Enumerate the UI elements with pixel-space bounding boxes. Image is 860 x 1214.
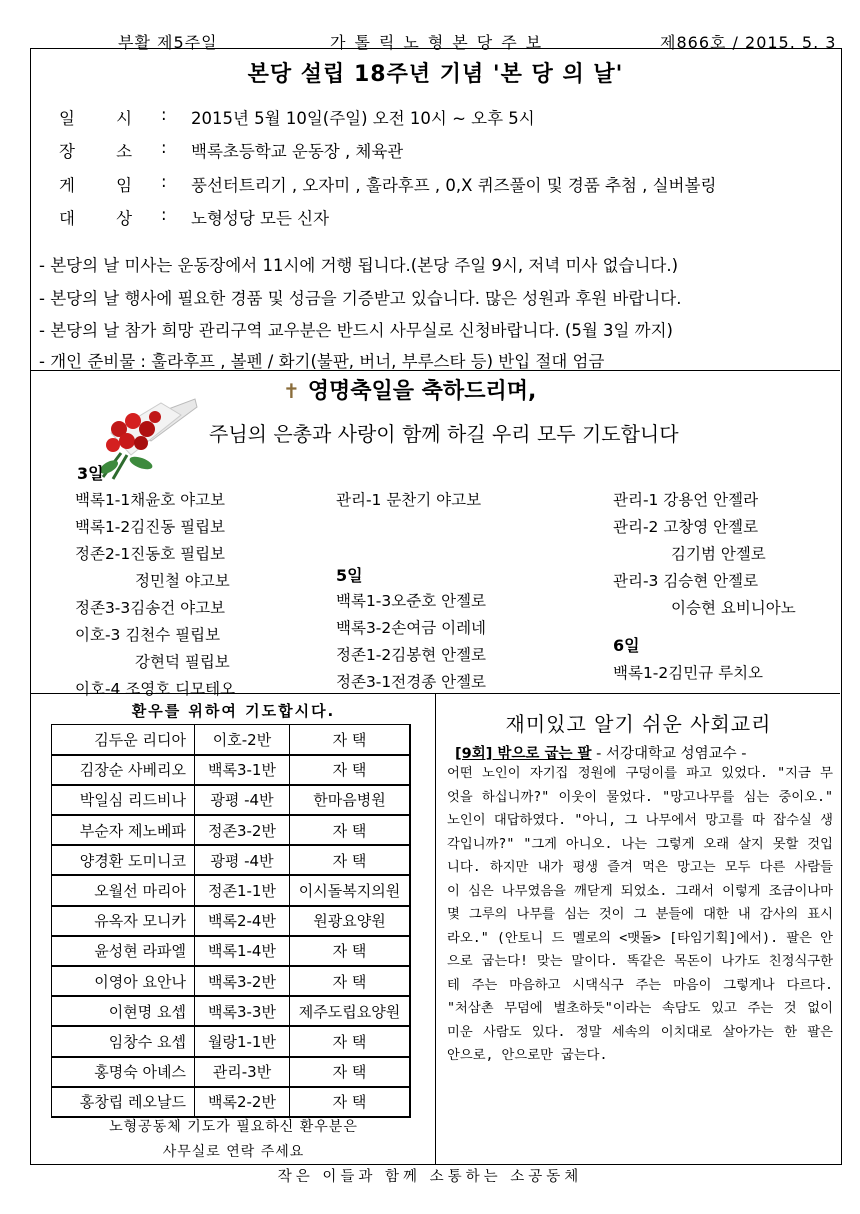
info-value: 풍선터트리기 , 오자미 , 훌라후프 , 0,X 퀴즈풀이 및 경품 추첨 , 실버볼링 (191, 176, 717, 195)
feast-name: 이승현 요비니아노 (671, 599, 796, 617)
table-row (52, 1057, 410, 1087)
teaching-subtitle (455, 742, 747, 763)
patient-name: 윤성현 라파엘 (52, 936, 195, 966)
flower-bouquet-icon (91, 393, 199, 483)
patient-name: 이현명 요셉 (52, 996, 195, 1026)
patient-district: 이호-2반 (195, 725, 290, 755)
patient-district: 백록1-4반 (195, 936, 290, 966)
event-note: - 본당의 날 미사는 운동장에서 11시에 거행 됩니다.(본당 주일 9시, 저녁 미사 없습니다.) (39, 256, 679, 275)
info-key: 대 상 (59, 209, 151, 228)
table-row (52, 875, 410, 905)
sick-footnote: 사무실로 연락 주세요 (162, 1144, 305, 1160)
patient-location: 자 택 (290, 936, 410, 966)
patient-name: 부순자 제노베파 (52, 815, 195, 845)
feast-name: 백록1-2김진동 필립보 (75, 518, 226, 536)
info-value: 노형성당 모든 신자 (191, 209, 330, 228)
patient-district: 정존3-2반 (195, 815, 290, 845)
event-info-row (59, 105, 535, 129)
patient-district: 광평 -4반 (195, 845, 290, 875)
info-sep: : (161, 172, 167, 191)
day-label: 5일 (336, 566, 363, 585)
table-row (52, 725, 410, 755)
patient-location: 자 택 (290, 725, 410, 755)
event-info-row (59, 172, 716, 196)
feast-name: 이호-3 김천수 필립보 (75, 626, 221, 644)
feast-heading (283, 374, 536, 405)
patient-location: 원광요양원 (290, 906, 410, 936)
patient-location: 자 택 (290, 1057, 410, 1087)
table-row (52, 1026, 410, 1056)
table-row (52, 815, 410, 845)
feast-name: 관리-1 문찬기 야고보 (336, 491, 482, 509)
patient-location: 자 택 (290, 755, 410, 785)
feast-name: 정민철 야고보 (135, 572, 230, 590)
info-value: 2015년 5월 10일(주일) 오전 10시 ~ 오후 5시 (191, 109, 535, 128)
bulletin-footer: 작은 이들과 함께 소통하는 소공동체 (277, 1169, 583, 1185)
patient-location: 자 택 (290, 845, 410, 875)
info-value: 백록초등학교 운동장 , 체육관 (191, 142, 404, 161)
teaching-episode: [9회] 밖으로 굽는 팔 (455, 746, 592, 762)
patient-name: 이영아 요안나 (52, 966, 195, 996)
patient-location: 제주도립요양원 (290, 996, 410, 1026)
feast-name: 정존1-2김봉현 안젤로 (336, 646, 487, 664)
patient-location: 자 택 (290, 966, 410, 996)
feast-name: 정존3-3김송건 야고보 (75, 599, 226, 617)
patient-district: 백록3-1반 (195, 755, 290, 785)
patient-location: 자 택 (290, 1026, 410, 1056)
sick-prayer-section (31, 694, 436, 1164)
patient-name: 임창수 요셉 (52, 1026, 195, 1056)
info-sep: : (161, 205, 167, 224)
patient-name: 김두운 리디아 (52, 725, 195, 755)
teaching-body: 어떤 노인이 자기집 정원에 구덩이를 파고 있었다. "지금 무엇을 하십니까?" 이웃이 물었다. "망고나무를 심는 중이오." 노인이 대답하였다. "아니, 그 나무에서 망고를 따 잡수실 생각입니까?" "그게 아니오. 나는 그렇게 오래 살지 못할 것입니다. 하지만 내가 평생 즐겨 먹은 망고는 모두 다른 사람들이 심은 나무였음을 깨닫게 되었소. 그래서 이렇게 조금이나마 몇 그루의 나무를 심는 것이 그 분들에 대한 내 감사의 표시라오." (안토니 드 멜로의 <맷돌> [타임기획]에서). 팔은 안으로 굽는다! 맞는 말이다. 똑같은 목돈이 나가도 친정식구한테 주는 마음하고 시댁식구 주는 마음이 그렇게나 다르다. "처삼촌 무덤에 벌초하듯"이라는 속담도 있고 주는 것 없이 미운 사람도 있다. 정말 세속의 이치대로 살아가는 한 팔은 안으로, 안으로만 굽는다. (447, 766, 833, 1063)
patient-district: 월랑1-1반 (195, 1026, 290, 1056)
patient-district: 백록2-2반 (195, 1087, 290, 1117)
sick-title: 환우를 위하여 기도합시다. (131, 702, 336, 720)
feast-subheading: 주님의 은총과 사랑이 함께 하길 우리 모두 기도합니다 (209, 422, 679, 446)
patient-location: 자 택 (290, 1087, 410, 1117)
feast-name: 관리-3 김승현 안젤로 (613, 572, 759, 590)
feast-name: 백록1-3오준호 안젤로 (336, 592, 487, 610)
teaching-author: - 서강대학교 성염교수 - (591, 746, 747, 762)
table-row (52, 845, 410, 875)
feast-name: 백록1-2김민규 루치오 (613, 664, 764, 682)
patient-name: 홍명숙 아녜스 (52, 1057, 195, 1087)
feast-name: 백록3-2손여금 이레네 (336, 619, 487, 637)
table-row (52, 1087, 410, 1117)
patient-district: 백록3-3반 (195, 996, 290, 1026)
day-label: 3일 (77, 464, 104, 483)
event-info-row (59, 205, 329, 229)
table-row (52, 996, 410, 1026)
patient-location: 이시돌복지의원 (290, 875, 410, 905)
liturgical-week: 부활 제5주일 (118, 33, 218, 52)
patient-name: 홍창립 레오날드 (52, 1087, 195, 1117)
feast-name: 관리-2 고창영 안젤로 (613, 518, 759, 536)
teaching-section (437, 694, 840, 1164)
feast-name: 정존2-1진동호 필립보 (75, 545, 226, 563)
table-row (52, 906, 410, 936)
feast-name: 정존3-1전경종 안젤로 (336, 673, 487, 691)
event-section (31, 49, 840, 371)
patient-name: 박일심 리드비나 (52, 785, 195, 815)
event-note: - 개인 준비물 : 훌라후프 , 볼펜 / 화기(불판, 버너, 부루스타 등) 반입 절대 엄금 (39, 352, 605, 371)
feast-section (31, 371, 840, 698)
patient-name: 유옥자 모니카 (52, 906, 195, 936)
patient-district: 관리-3반 (195, 1057, 290, 1087)
feast-name: 백록1-1채윤호 야고보 (75, 491, 226, 509)
info-key: 일 시 (59, 109, 151, 128)
event-note: - 본당의 날 참가 희망 관리구역 교우분은 반드시 사무실로 신청바랍니다. (5월 3일 까지) (39, 321, 673, 340)
patient-district: 정존1-1반 (195, 875, 290, 905)
feast-name: 강현덕 필립보 (135, 653, 230, 671)
info-key: 장 소 (59, 142, 151, 161)
teaching-title: 재미있고 알기 쉬운 사회교리 (505, 712, 772, 736)
day-label: 6일 (613, 636, 640, 655)
table-row (52, 966, 410, 996)
info-sep: : (161, 105, 167, 124)
patient-district: 광평 -4반 (195, 785, 290, 815)
bulletin-name: 가톨릭노형본당주보 (330, 33, 551, 52)
event-info-row (59, 138, 403, 162)
table-row (52, 755, 410, 785)
patient-location: 자 택 (290, 815, 410, 845)
sick-table (51, 724, 410, 1117)
patient-district: 백록2-4반 (195, 906, 290, 936)
info-sep: : (161, 138, 167, 157)
patient-name: 양경환 도미니코 (52, 845, 195, 875)
feast-name: 관리-1 강용언 안젤라 (613, 491, 759, 509)
feast-heading-text: 영명축일을 축하드리며, (307, 379, 537, 404)
feast-name: 이호-4 조영호 디모테오 (75, 680, 236, 698)
patient-district: 백록3-2반 (195, 966, 290, 996)
patient-name: 오월선 마리아 (52, 875, 195, 905)
feast-name: 김기범 안젤로 (671, 545, 766, 563)
table-row (52, 785, 410, 815)
issue-date: 제866호 / 2015. 5. 3 (660, 33, 837, 52)
patient-name: 김장순 사베리오 (52, 755, 195, 785)
sick-footnote: 노형공동체 기도가 필요하신 환우분은 (109, 1119, 358, 1135)
patient-location: 한마음병원 (290, 785, 410, 815)
event-note: - 본당의 날 행사에 필요한 경품 및 성금을 기증받고 있습니다. 많은 성원과 후원 바랍니다. (39, 289, 682, 308)
table-row (52, 936, 410, 966)
event-title: 본당 설립 18주년 기념 '본 당 의 날' (247, 62, 624, 87)
bulletin-frame (30, 48, 842, 1165)
cross-icon: ✝ (283, 379, 300, 403)
info-key: 게 임 (59, 176, 151, 195)
